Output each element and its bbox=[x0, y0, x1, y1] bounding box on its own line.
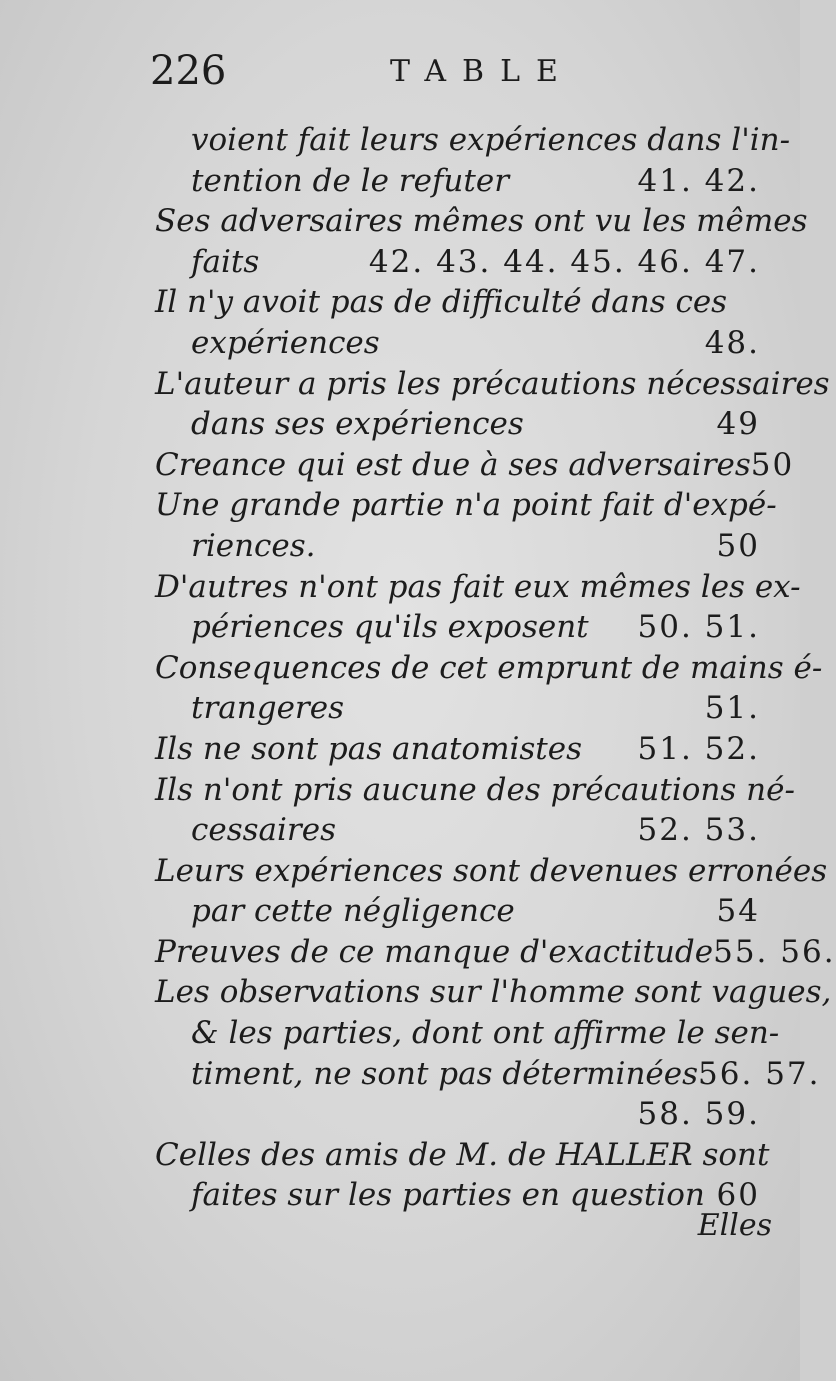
toc-line bbox=[155, 201, 808, 242]
toc-line bbox=[155, 729, 760, 770]
entry-text: timent, ne sont pas déterminées bbox=[191, 1055, 699, 1092]
toc-line bbox=[155, 364, 830, 405]
toc-entry bbox=[155, 932, 836, 973]
page-reference: 54 bbox=[716, 893, 760, 930]
toc-entry bbox=[155, 648, 823, 729]
toc-line bbox=[155, 1054, 821, 1095]
page-reference: 56. 57. bbox=[698, 1055, 821, 1092]
page-reference: 50. 51. bbox=[637, 609, 760, 646]
toc-line bbox=[155, 851, 828, 892]
entry-text: Consequences de cet emprunt de mains é- bbox=[155, 649, 823, 686]
entry-text: périences qu'ils exposent bbox=[191, 609, 589, 646]
entry-text: Celles des amis de M. de HALLER sont bbox=[155, 1136, 770, 1173]
toc-entry bbox=[155, 445, 795, 486]
page-reference: 50 bbox=[750, 446, 795, 483]
table-of-contents-entries bbox=[155, 120, 836, 1216]
entry-text: Ils n'ont pris aucune des précautions né- bbox=[155, 771, 795, 808]
entry-text: L'auteur a pris les précautions nécessaires bbox=[155, 365, 830, 402]
entry-text: dans ses expériences bbox=[191, 406, 524, 443]
toc-line bbox=[155, 810, 760, 851]
entry-text: riences. bbox=[191, 527, 316, 564]
toc-line bbox=[155, 688, 760, 729]
toc-line bbox=[155, 404, 760, 445]
toc-line bbox=[155, 1013, 780, 1054]
toc-line bbox=[155, 161, 760, 202]
toc-line bbox=[155, 770, 795, 811]
entry-text: Il n'y avoit pas de difficulté dans ces bbox=[155, 284, 728, 321]
entry-text: cessaires bbox=[191, 812, 336, 849]
page-reference: 55. 56. bbox=[713, 933, 836, 970]
toc-entry bbox=[155, 1135, 770, 1216]
toc-line bbox=[155, 932, 836, 973]
catchword: Elles bbox=[697, 1208, 772, 1243]
toc-entry bbox=[155, 364, 830, 445]
entry-text: Creance qui est due à ses adversaires bbox=[155, 446, 751, 483]
toc-entry bbox=[155, 201, 808, 282]
toc-line bbox=[155, 526, 760, 567]
entry-text: Leurs expériences sont devenues erronées bbox=[155, 852, 828, 889]
page-reference: 58. 59. bbox=[637, 1096, 760, 1133]
entry-text: faites sur les parties en question bbox=[191, 1177, 705, 1214]
entry-text: tention de le refuter bbox=[191, 162, 510, 199]
page-reference: 51. 52. bbox=[637, 730, 760, 767]
toc-line bbox=[155, 891, 760, 932]
toc-line bbox=[155, 1094, 760, 1135]
toc-line bbox=[155, 242, 760, 283]
running-head: TABLE bbox=[390, 54, 574, 89]
toc-line bbox=[155, 1175, 760, 1216]
toc-line bbox=[155, 972, 832, 1013]
page-reference: 42. 43. 44. 45. 46. 47. bbox=[368, 243, 760, 280]
toc-line bbox=[155, 1135, 770, 1176]
toc-entry bbox=[155, 972, 832, 1134]
entry-text: par cette négligence bbox=[191, 893, 515, 930]
toc-line bbox=[155, 445, 795, 486]
entry-text: voient fait leurs expériences dans l'in- bbox=[191, 122, 791, 158]
page-reference: 51. bbox=[704, 690, 760, 727]
toc-entry bbox=[155, 851, 828, 932]
entry-text: Ses adversaires mêmes ont vu les mêmes bbox=[155, 203, 808, 240]
toc-entry bbox=[155, 567, 801, 648]
entry-text: D'autres n'ont pas fait eux mêmes les ex- bbox=[155, 568, 801, 605]
page-reference: 41. 42. bbox=[637, 162, 760, 199]
toc-entry bbox=[155, 770, 795, 851]
toc-line bbox=[155, 120, 791, 161]
page-reference: 50 bbox=[716, 527, 760, 564]
entry-text: Les observations sur l'homme sont vagues, bbox=[155, 974, 832, 1011]
toc-entry bbox=[155, 485, 777, 566]
toc-entry bbox=[155, 120, 791, 201]
page-header bbox=[150, 48, 710, 98]
entry-text: trangeres bbox=[191, 690, 344, 727]
toc-line bbox=[155, 567, 801, 608]
toc-line bbox=[155, 282, 760, 323]
page-number: 226 bbox=[150, 48, 227, 94]
entry-text: Ils ne sont pas anatomistes bbox=[155, 730, 583, 767]
page-reference: 52. 53. bbox=[637, 812, 760, 849]
toc-line bbox=[155, 607, 760, 648]
entry-text: expériences bbox=[191, 324, 380, 361]
entry-text: Une grande partie n'a point fait d'expé- bbox=[155, 487, 777, 524]
toc-entry bbox=[155, 282, 760, 363]
toc-line bbox=[155, 648, 823, 689]
page-reference: 48. bbox=[704, 324, 760, 361]
page-reference: 60 bbox=[716, 1177, 760, 1214]
entry-text: faits bbox=[191, 243, 260, 280]
toc-entry bbox=[155, 729, 760, 770]
toc-line bbox=[155, 485, 777, 526]
entry-text: Preuves de ce manque d'exactitude bbox=[155, 933, 714, 970]
page-reference: 49 bbox=[716, 406, 760, 443]
toc-line bbox=[155, 323, 760, 364]
entry-text: & les parties, dont ont affirme le sen- bbox=[191, 1015, 780, 1052]
